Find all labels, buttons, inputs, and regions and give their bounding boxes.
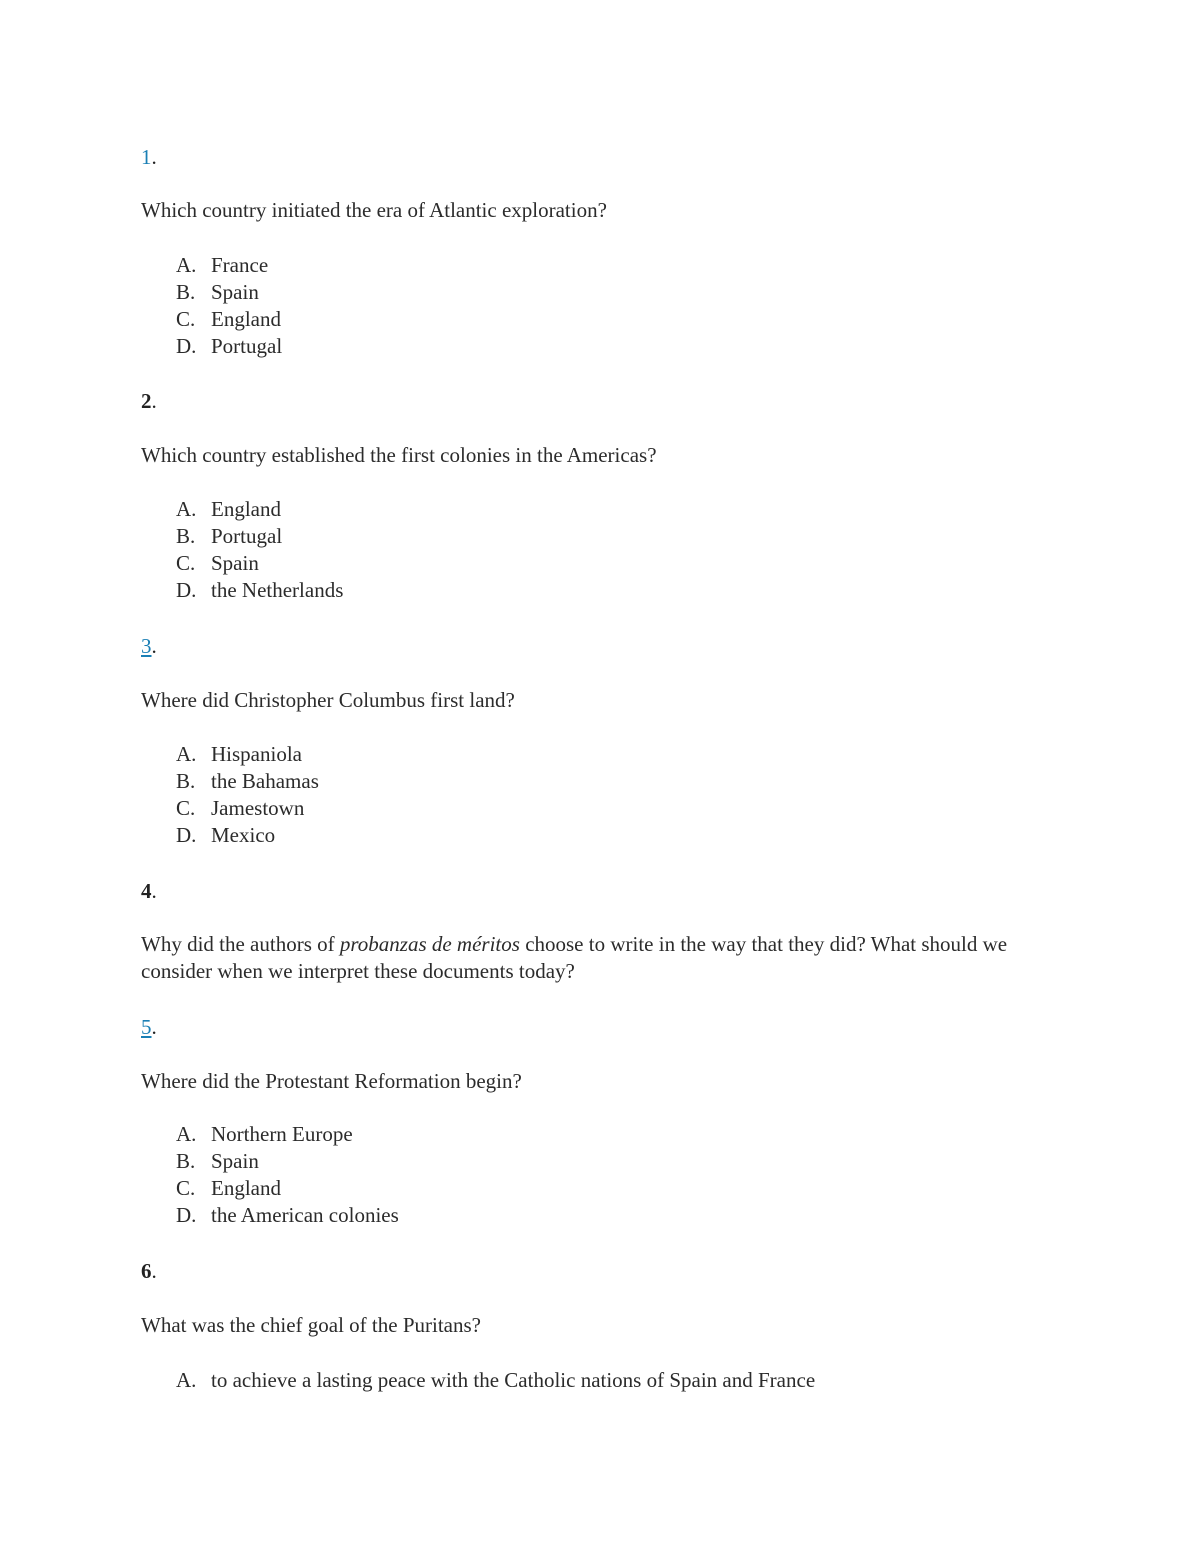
question-number-link[interactable]: 5	[141, 1015, 152, 1039]
question-number-link[interactable]: 3	[141, 634, 152, 658]
option-a	[176, 741, 319, 768]
option-c	[176, 795, 319, 822]
option-letter: B.	[176, 1149, 196, 1173]
question-4-number	[141, 879, 157, 903]
question-number-dot: .	[151, 1015, 157, 1039]
question-1-options	[176, 252, 282, 360]
option-d	[176, 577, 343, 604]
option-text: England	[211, 497, 281, 521]
option-letter: D.	[176, 578, 197, 602]
option-text: Portugal	[211, 334, 283, 358]
option-letter: D.	[176, 823, 197, 847]
question-number-dot: .	[151, 389, 157, 413]
question-text-part: choose to write in the way that they did? What should we consider when we interpret these documents today?	[141, 932, 1008, 983]
option-text: Spain	[211, 551, 259, 575]
option-text: to achieve a lasting peace with the Catholic nations of Spain and France	[211, 1368, 816, 1392]
question-1-text: Which country initiated the era of Atlantic exploration?	[141, 198, 607, 222]
option-d	[176, 822, 319, 849]
option-letter: C.	[176, 1176, 196, 1200]
option-c	[176, 550, 343, 577]
option-a	[176, 1367, 815, 1394]
option-b	[176, 523, 343, 550]
option-letter: A.	[176, 1122, 197, 1146]
option-letter: A.	[176, 497, 197, 521]
question-number-dot: .	[151, 634, 157, 658]
question-6-number	[141, 1259, 157, 1283]
question-5-number[interactable]	[141, 1015, 157, 1039]
option-text: France	[211, 253, 269, 277]
option-a	[176, 1121, 399, 1148]
option-b	[176, 768, 319, 795]
option-text: Spain	[211, 280, 259, 304]
option-letter: B.	[176, 769, 196, 793]
question-number-dot: .	[151, 145, 157, 169]
option-b	[176, 1148, 399, 1175]
option-text: England	[211, 1176, 281, 1200]
question-number: 4	[141, 879, 152, 903]
question-5-text: Where did the Protestant Reformation begin?	[141, 1069, 522, 1093]
option-a	[176, 252, 282, 279]
question-2-text: Which country established the first colonies in the Americas?	[141, 443, 657, 467]
question-number-dot: .	[151, 1259, 157, 1283]
option-letter: A.	[176, 742, 197, 766]
option-c	[176, 306, 282, 333]
question-text-italic: probanzas de méritos	[339, 932, 520, 956]
option-c	[176, 1175, 399, 1202]
option-letter: B.	[176, 280, 196, 304]
option-text: Portugal	[211, 524, 283, 548]
option-letter: D.	[176, 1203, 197, 1227]
question-1-number[interactable]	[141, 145, 157, 169]
option-letter: C.	[176, 551, 196, 575]
question-5-options	[176, 1121, 399, 1229]
option-text: the Netherlands	[211, 578, 344, 602]
option-letter: A.	[176, 253, 197, 277]
question-2-number	[141, 389, 157, 413]
option-text: Jamestown	[211, 796, 305, 820]
option-text: the American colonies	[211, 1203, 399, 1227]
question-3-number[interactable]	[141, 634, 157, 658]
option-text: Mexico	[211, 823, 276, 847]
question-4-text	[141, 931, 1021, 985]
option-letter: A.	[176, 1368, 197, 1392]
option-letter: D.	[176, 334, 197, 358]
option-a	[176, 496, 343, 523]
question-3-options	[176, 741, 319, 849]
question-number: 6	[141, 1259, 152, 1283]
question-number-dot: .	[151, 879, 157, 903]
option-text: Hispaniola	[211, 742, 302, 766]
option-b	[176, 279, 282, 306]
question-number-link[interactable]: 1	[141, 145, 152, 169]
option-letter: C.	[176, 307, 196, 331]
option-letter: C.	[176, 796, 196, 820]
option-text: Spain	[211, 1149, 259, 1173]
option-d	[176, 333, 282, 360]
question-text-part: Why did the authors of	[141, 932, 340, 956]
option-letter: B.	[176, 524, 196, 548]
option-text: Northern Europe	[211, 1122, 353, 1146]
question-3-text: Where did Christopher Columbus first land?	[141, 688, 515, 712]
question-number: 2	[141, 389, 152, 413]
question-6-text: What was the chief goal of the Puritans?	[141, 1313, 481, 1337]
option-text: the Bahamas	[211, 769, 319, 793]
question-2-options	[176, 496, 343, 604]
option-text: England	[211, 307, 281, 331]
option-d	[176, 1202, 399, 1229]
question-6-options	[176, 1367, 815, 1394]
